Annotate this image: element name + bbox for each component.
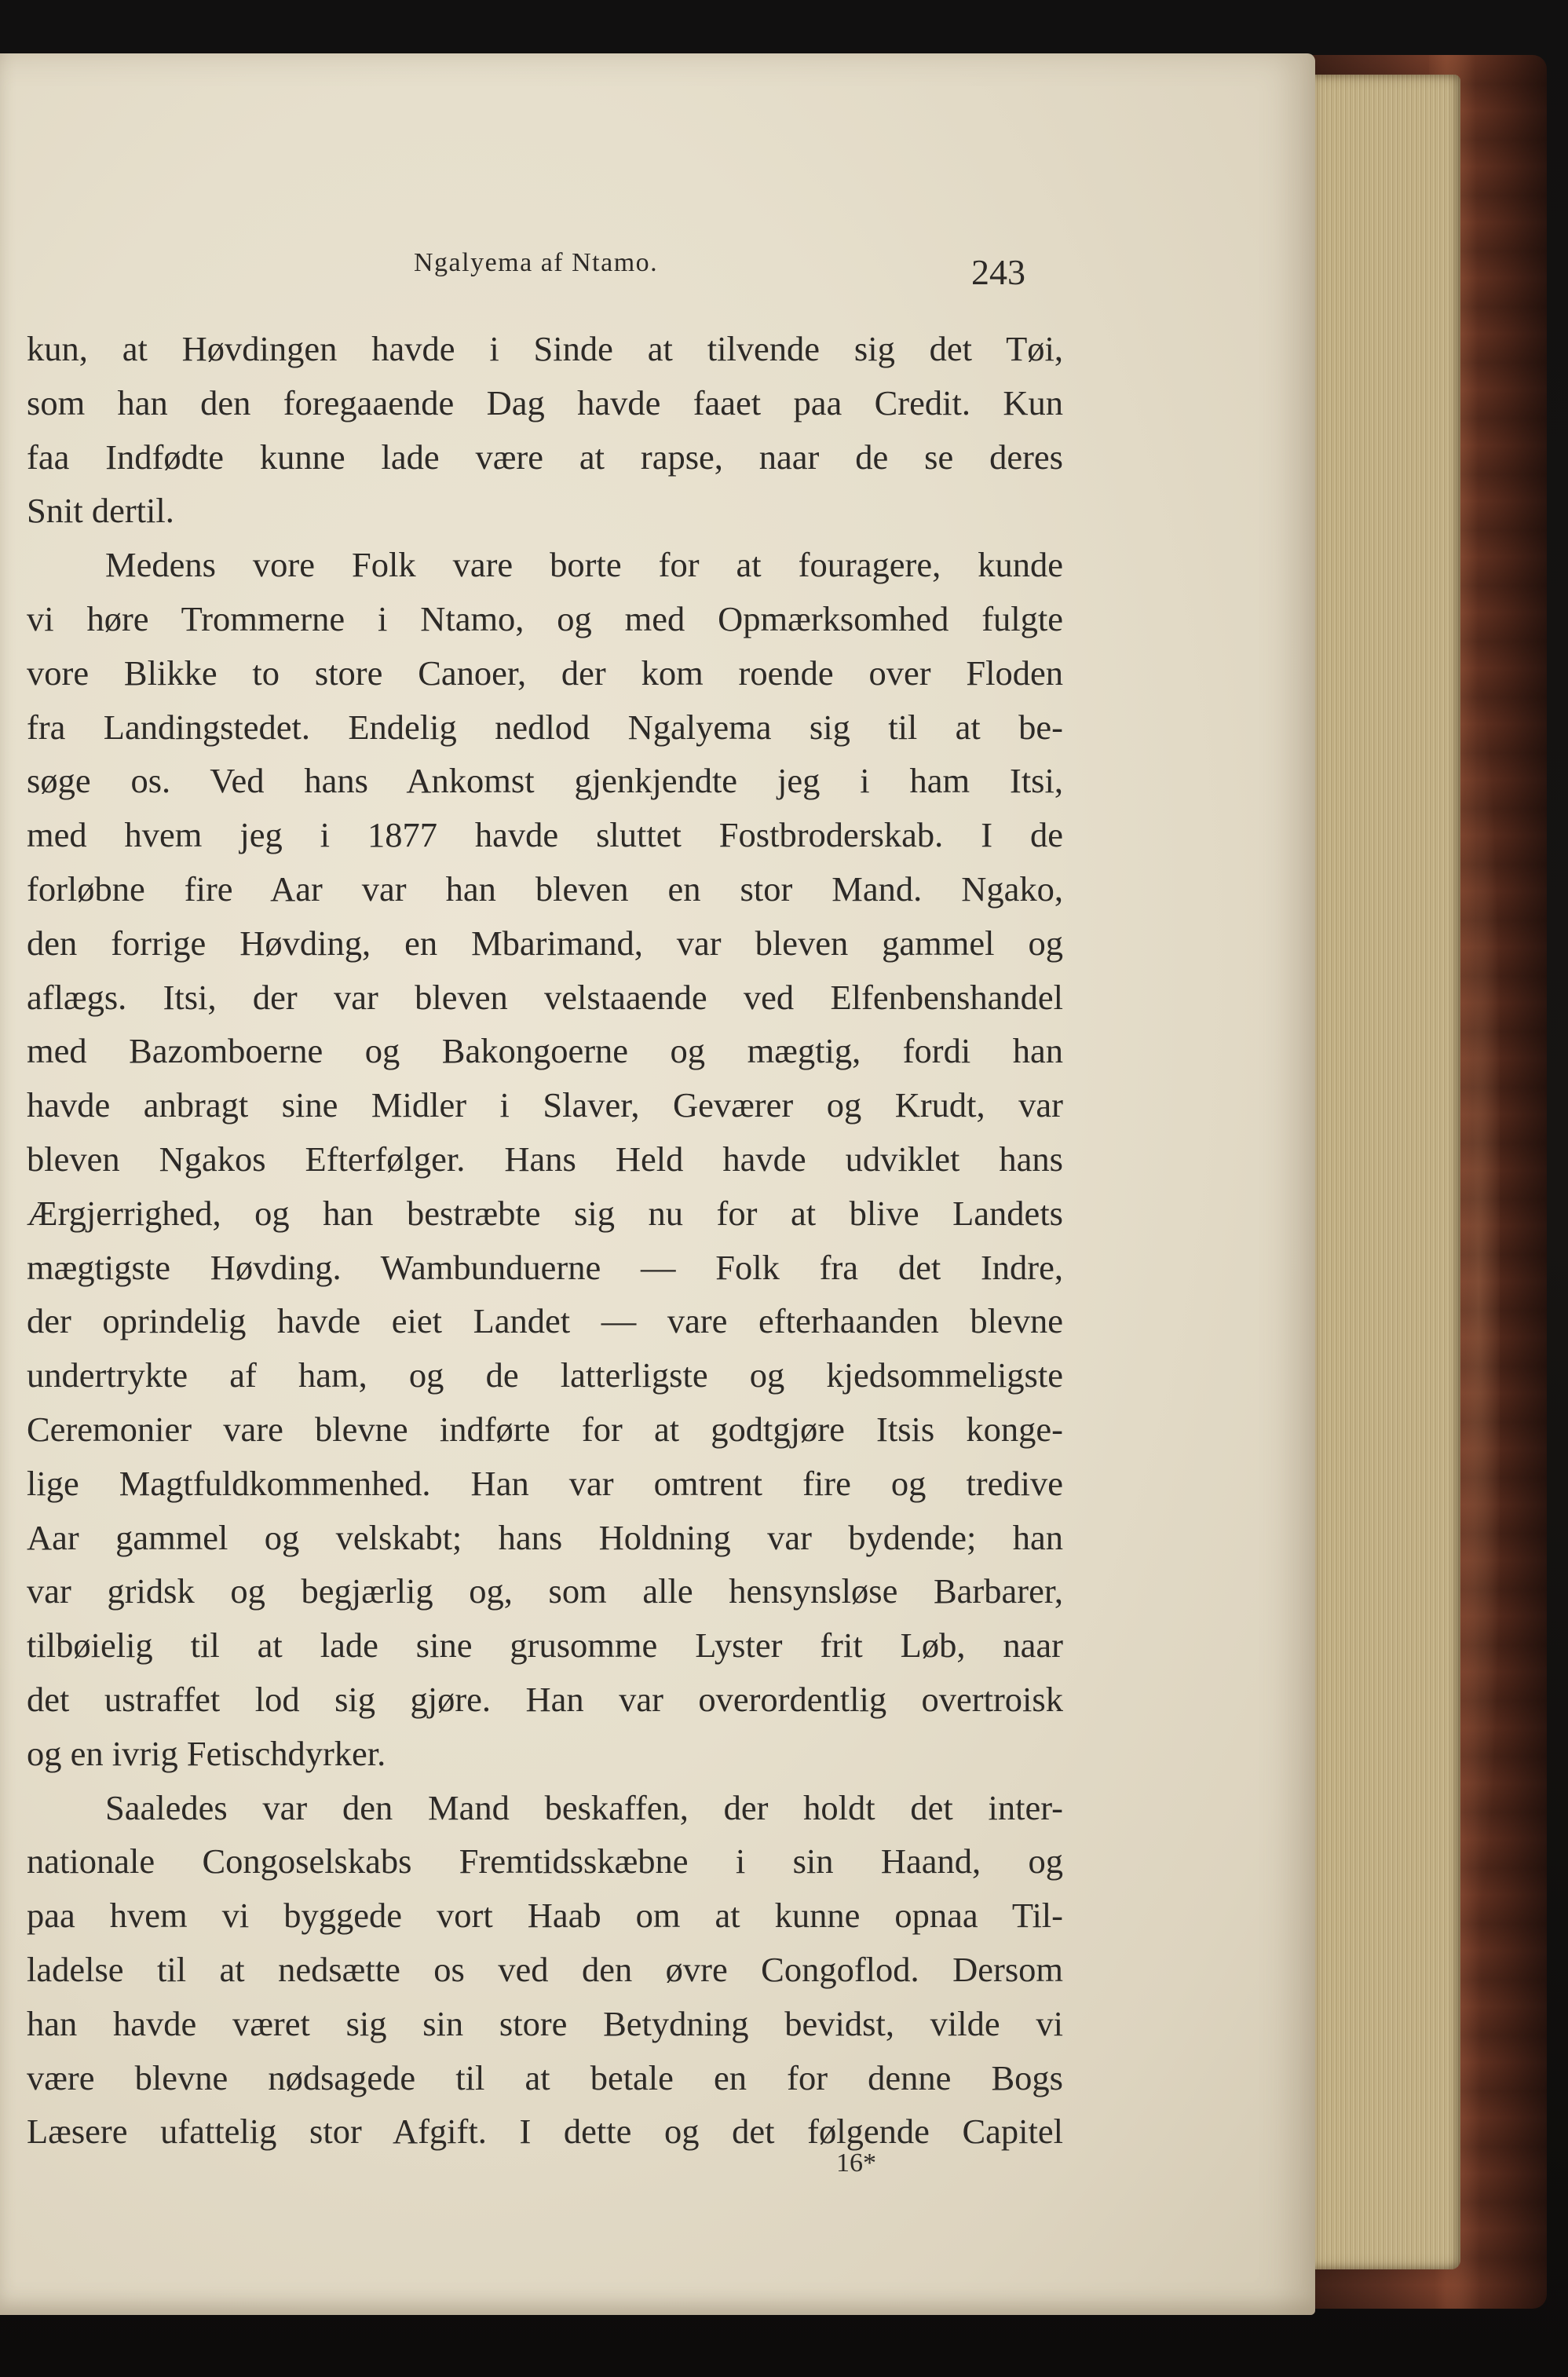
page-number: 243 xyxy=(971,252,1025,292)
text-line: Aar gammel og velskabt; hans Holdning var bydende; han xyxy=(27,1517,1063,1557)
text-line: kun, at Høvdingen havde i Sinde at tilvende sig det Tøi, xyxy=(27,329,1063,368)
text-line: Saaledes var den Mand beskaffen, der holdt det inter- xyxy=(105,1787,1063,1827)
text-line: som han den foregaaende Dag havde faaet paa Credit. Kun xyxy=(27,382,1063,422)
text-line: var gridsk og begjærlig og, som alle hensynsløse Barbarer, xyxy=(27,1571,1063,1611)
text-line: den forrige Høvding, en Mbarimand, var bleven gammel og xyxy=(27,923,1063,963)
text-line: vore Blikke to store Canoer, der kom roende over Floden xyxy=(27,653,1063,693)
text-line: og en ivrig Fetischdyrker. xyxy=(27,1733,386,1773)
running-head: Ngalyema af Ntamo. xyxy=(414,248,659,277)
signature-mark: 16* xyxy=(836,2148,876,2178)
text-line: lige Magtfuldkommenhed. Han var omtrent fire og tredive xyxy=(27,1463,1063,1503)
text-line: mægtigste Høvding. Wambunduerne — Folk fra det Indre, xyxy=(27,1247,1063,1287)
text-line: fra Landingstedet. Endelig nedlod Ngalyema sig til at be- xyxy=(27,707,1063,747)
text-line: vi høre Trommerne i Ntamo, og med Opmærksomhed fulgte xyxy=(27,598,1063,638)
text-line: ladelse til at nedsætte os ved den øvre Congoflod. Dersom xyxy=(27,1949,1063,1989)
text-line: forløbne fire Aar var han bleven en stor Mand. Ngako, xyxy=(27,869,1063,909)
text-line: Ærgjerrighed, og han bestræbte sig nu for at blive Landets xyxy=(27,1193,1063,1233)
text-line: være blevne nødsagede til at betale en for denne Bogs xyxy=(27,2057,1063,2097)
text-line: søge os. Ved hans Ankomst gjenkjendte jeg i ham Itsi, xyxy=(27,761,1063,801)
text-line: der oprindelig havde eiet Landet — vare efterhaanden blevne xyxy=(27,1301,1063,1341)
body-text xyxy=(27,322,1063,2159)
text-line: paa hvem vi byggede vort Haab om at kunne opnaa Til- xyxy=(27,1896,1063,1936)
book-page xyxy=(0,53,1315,2315)
text-line: aflægs. Itsi, der var bleven velstaaende ved Elfenbenshandel xyxy=(27,977,1063,1017)
text-line: tilbøielig til at lade sine grusomme Lyster frit Løb, naar xyxy=(27,1626,1063,1666)
text-line: bleven Ngakos Efterfølger. Hans Held havde udviklet hans xyxy=(27,1139,1063,1179)
text-line: nationale Congoselskabs Fremtidsskæbne i sin Haand, og xyxy=(27,1841,1063,1881)
text-line: Ceremonier vare blevne indførte for at godtgjøre Itsis konge- xyxy=(27,1409,1063,1449)
text-line: han havde været sig sin store Betydning bevidst, vilde vi xyxy=(27,2003,1063,2043)
text-line: faa Indfødte kunne lade være at rapse, naar de se deres xyxy=(27,437,1063,477)
text-line: Snit dertil. xyxy=(27,491,174,531)
text-line: med hvem jeg i 1877 havde sluttet Fostbroderskab. I de xyxy=(27,815,1063,855)
text-line: havde anbragt sine Midler i Slaver, Geværer og Krudt, var xyxy=(27,1085,1063,1125)
text-line: Medens vore Folk vare borte for at fouragere, kunde xyxy=(105,545,1063,585)
text-line: undertrykte af ham, og de latterligste og kjedsommeligste xyxy=(27,1355,1063,1395)
text-line: Læsere ufattelig stor Afgift. I dette og det følgende Capitel xyxy=(27,2112,1063,2152)
text-line: med Bazomboerne og Bakongoerne og mægtig, fordi han xyxy=(27,1031,1063,1071)
text-line: det ustraffet lod sig gjøre. Han var overordentlig overtroisk xyxy=(27,1679,1063,1719)
page-fore-edge xyxy=(1299,75,1460,2269)
